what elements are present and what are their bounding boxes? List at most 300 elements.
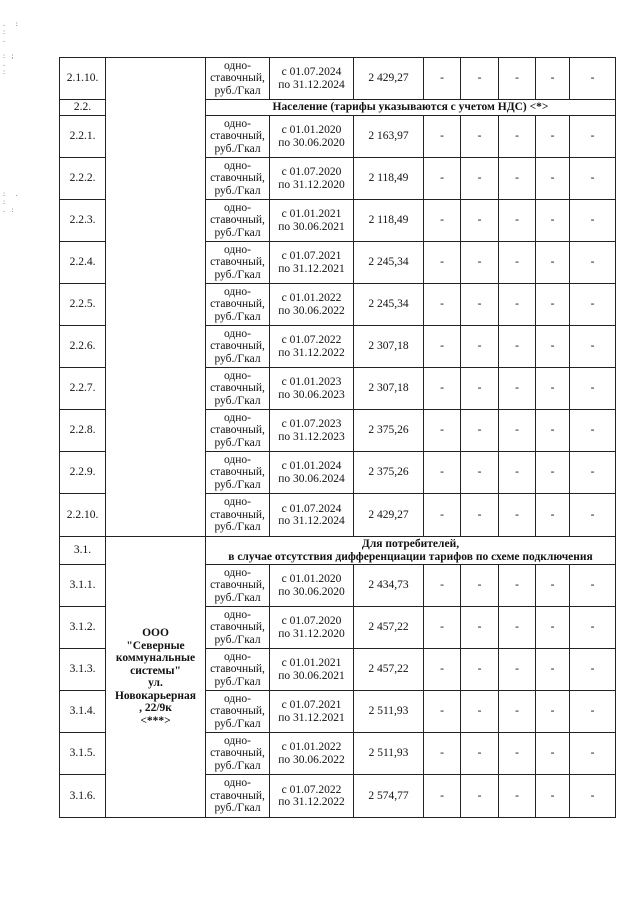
empty-value-cell — [424, 733, 461, 775]
empty-value-cell — [499, 494, 536, 537]
empty-value-cell — [570, 242, 616, 284]
empty-value-cell — [570, 494, 616, 537]
unit-cell — [206, 116, 270, 158]
empty-value-dash: - — [515, 382, 519, 395]
empty-value-dash: - — [515, 621, 519, 634]
empty-value-dash: - — [550, 747, 555, 760]
empty-value-dash: - — [590, 214, 595, 227]
price-value: 2 307,18 — [368, 382, 409, 395]
empty-value-cell — [461, 565, 499, 607]
empty-value-cell — [461, 733, 499, 775]
empty-value-cell — [536, 607, 570, 649]
unit-cell-line: ставочный, — [210, 705, 265, 718]
price-cell — [354, 242, 424, 284]
unit-cell-line: руб./Гкал — [214, 394, 261, 407]
empty-value-cell — [461, 200, 499, 242]
unit-cell — [206, 649, 270, 691]
empty-value-cell — [424, 565, 461, 607]
empty-value-cell — [424, 158, 461, 200]
empty-value-dash: - — [477, 747, 482, 760]
unit-cell-line: одно- — [223, 159, 251, 172]
empty-value-dash: - — [550, 705, 555, 718]
row-number — [60, 775, 106, 818]
price-cell — [354, 326, 424, 368]
price-value: 2 434,73 — [368, 579, 409, 592]
price-value: 2 163,97 — [368, 130, 409, 143]
org-name-line: коммунальные — [115, 652, 196, 664]
empty-value-dash: - — [515, 298, 519, 311]
org-name-cell — [106, 537, 206, 818]
price-value: 2 245,34 — [368, 298, 409, 311]
unit-cell-line: одно- — [223, 692, 251, 705]
empty-value-dash: - — [590, 621, 595, 634]
period-cell — [270, 410, 354, 452]
price-value: 2 245,34 — [368, 256, 409, 269]
empty-value-cell — [461, 775, 499, 818]
unit-cell-line: одно- — [223, 327, 251, 340]
empty-value-cell — [499, 733, 536, 775]
unit-cell-line: руб./Гкал — [214, 521, 261, 534]
unit-cell-line: ставочный, — [210, 340, 265, 353]
unit-cell-line: ставочный, — [210, 172, 265, 185]
empty-value-cell — [536, 284, 570, 326]
empty-value-cell — [499, 607, 536, 649]
org-name-line: <***> — [140, 714, 171, 727]
period-cell-line: с 01.01.2021 — [281, 208, 342, 220]
empty-value-dash: - — [477, 172, 482, 185]
tariff-table — [59, 57, 616, 818]
unit-cell-line: одно- — [223, 243, 251, 256]
empty-value-cell — [570, 58, 616, 100]
empty-value-dash: - — [550, 663, 555, 676]
price-value: 2 457,22 — [368, 663, 409, 676]
period-cell-line: с 01.07.2020 — [281, 166, 342, 178]
period-cell — [270, 284, 354, 326]
empty-value-cell — [424, 775, 461, 818]
unit-cell-line: руб./Гкал — [214, 591, 261, 604]
period-cell — [270, 607, 354, 649]
unit-cell-line: ставочный, — [210, 72, 265, 85]
empty-value-cell — [461, 242, 499, 284]
section-title-line: Население (тарифы указываются с учетом НДС) <*> — [272, 101, 549, 114]
empty-value-cell — [461, 284, 499, 326]
empty-value-dash: - — [477, 72, 482, 85]
empty-value-dash: - — [477, 789, 482, 802]
empty-value-dash: - — [550, 172, 555, 185]
unit-cell-line: одно- — [223, 777, 251, 790]
period-cell-line: по 30.06.2024 — [278, 472, 345, 485]
row-number — [60, 116, 106, 158]
empty-value-dash: - — [515, 72, 519, 85]
empty-value-cell — [424, 116, 461, 158]
empty-value-cell — [424, 200, 461, 242]
price-cell — [354, 368, 424, 410]
unit-cell — [206, 565, 270, 607]
scan-noise-mid: : . : . : — [2, 190, 19, 214]
empty-value-dash: - — [550, 621, 555, 634]
period-cell-line: по 30.06.2021 — [278, 669, 345, 682]
unit-cell-line: одно- — [223, 734, 251, 747]
row-number — [60, 200, 106, 242]
price-cell — [354, 733, 424, 775]
empty-value-cell — [461, 494, 499, 537]
empty-value-dash: - — [477, 424, 482, 437]
unit-cell-line: руб./Гкал — [214, 142, 261, 155]
period-cell — [270, 494, 354, 537]
empty-value-dash: - — [590, 130, 595, 143]
section-title-line: в случае отсутствия дифференциации тарифов по схеме подключения — [228, 550, 593, 563]
org-name-line: системы" — [130, 664, 181, 677]
empty-value-cell — [499, 284, 536, 326]
unit-cell-line: руб./Гкал — [214, 226, 261, 239]
row-number-text: 2.2.9. — [69, 466, 96, 479]
price-value: 2 574,77 — [368, 789, 409, 802]
empty-value-dash: - — [440, 466, 444, 479]
empty-value-dash: - — [477, 621, 482, 634]
empty-value-dash: - — [440, 621, 444, 634]
price-value: 2 118,49 — [368, 172, 409, 185]
empty-value-cell — [536, 368, 570, 410]
unit-cell — [206, 775, 270, 818]
empty-value-cell — [570, 284, 616, 326]
price-cell — [354, 494, 424, 537]
price-value: 2 429,27 — [368, 508, 409, 521]
empty-value-cell — [499, 200, 536, 242]
unit-cell-line: руб./Гкал — [214, 310, 261, 323]
unit-cell — [206, 368, 270, 410]
unit-cell — [206, 494, 270, 537]
empty-value-dash: - — [477, 214, 482, 227]
empty-value-dash: - — [515, 172, 519, 185]
empty-value-dash: - — [590, 340, 595, 353]
empty-value-cell — [536, 58, 570, 100]
unit-cell-line: руб./Гкал — [214, 184, 261, 197]
unit-cell-line: ставочный, — [210, 663, 265, 676]
empty-value-cell — [536, 775, 570, 818]
empty-value-cell — [570, 775, 616, 818]
empty-value-cell — [536, 452, 570, 494]
empty-value-cell — [536, 565, 570, 607]
row-number — [60, 100, 106, 116]
empty-value-dash: - — [440, 130, 444, 143]
empty-value-cell — [536, 158, 570, 200]
row-number-text: 2.2.1. — [69, 130, 96, 143]
unit-cell-line: руб./Гкал — [214, 478, 261, 491]
unit-cell-line: одно- — [223, 369, 251, 382]
empty-value-dash: - — [590, 424, 595, 437]
empty-value-cell — [570, 410, 616, 452]
unit-cell — [206, 284, 270, 326]
period-cell-line: по 30.06.2020 — [278, 136, 345, 149]
unit-cell-line: ставочный, — [210, 424, 265, 437]
row-number-text: 3.1.1. — [69, 579, 96, 592]
empty-value-cell — [424, 58, 461, 100]
period-cell-line: по 31.12.2021 — [278, 711, 345, 724]
empty-value-cell — [499, 242, 536, 284]
empty-value-cell — [570, 158, 616, 200]
period-cell-line: с 01.07.2022 — [281, 334, 342, 346]
period-cell — [270, 242, 354, 284]
empty-value-dash: - — [515, 424, 519, 437]
unit-cell-line: ставочный, — [210, 382, 265, 395]
period-cell-line: с 01.07.2022 — [281, 783, 342, 796]
period-cell-line: по 31.12.2024 — [278, 515, 345, 527]
org-name-line: ул. — [148, 677, 163, 689]
period-cell — [270, 649, 354, 691]
unit-cell — [206, 58, 270, 100]
unit-cell-line: одно- — [223, 117, 251, 130]
price-value: 2 118,49 — [368, 214, 409, 227]
empty-value-cell — [461, 58, 499, 100]
period-cell-line: по 30.06.2022 — [278, 304, 345, 317]
price-value: 2 429,27 — [368, 72, 409, 85]
empty-value-cell — [570, 200, 616, 242]
empty-value-cell — [570, 649, 616, 691]
empty-value-cell — [570, 326, 616, 368]
empty-value-cell — [461, 649, 499, 691]
row-number-text: 2.2.7. — [69, 382, 96, 395]
empty-value-dash: - — [477, 340, 482, 353]
empty-value-dash: - — [440, 340, 444, 353]
empty-value-dash: - — [515, 340, 519, 353]
unit-cell-line: одно- — [223, 650, 251, 663]
unit-cell-line: руб./Гкал — [214, 717, 261, 730]
price-cell — [354, 116, 424, 158]
empty-value-dash: - — [515, 663, 519, 676]
row-number — [60, 537, 106, 565]
unit-cell-line: руб./Гкал — [214, 436, 261, 449]
empty-value-cell — [424, 326, 461, 368]
period-cell-line: по 31.12.2021 — [278, 262, 345, 275]
empty-value-dash: - — [515, 508, 519, 521]
empty-value-dash: - — [440, 508, 444, 521]
empty-value-dash: - — [477, 705, 482, 718]
org-name-line: "Северные — [126, 639, 185, 652]
empty-value-dash: - — [550, 256, 555, 269]
empty-value-dash: - — [440, 747, 444, 760]
empty-value-dash: - — [590, 72, 595, 85]
period-cell — [270, 452, 354, 494]
price-value: 2 511,93 — [368, 705, 409, 718]
row-number-text: 2.2.2. — [69, 172, 96, 185]
empty-value-dash: - — [440, 72, 444, 85]
empty-value-dash: - — [440, 579, 444, 592]
empty-value-dash: - — [550, 298, 555, 311]
empty-value-cell — [461, 691, 499, 733]
row-number — [60, 565, 106, 607]
section-title — [206, 100, 616, 116]
unit-cell-line: ставочный, — [210, 789, 265, 802]
row-number — [60, 284, 106, 326]
empty-value-cell — [570, 368, 616, 410]
org-cell-empty — [106, 58, 206, 537]
empty-value-dash: - — [440, 663, 444, 676]
empty-value-dash: - — [515, 256, 519, 269]
period-cell — [270, 116, 354, 158]
period-cell — [270, 326, 354, 368]
period-cell-line: с 01.07.2020 — [281, 615, 342, 627]
empty-value-cell — [424, 494, 461, 537]
empty-value-dash: - — [515, 747, 519, 760]
empty-value-dash: - — [477, 298, 482, 311]
empty-value-cell — [536, 200, 570, 242]
empty-value-cell — [461, 607, 499, 649]
row-number — [60, 242, 106, 284]
empty-value-dash: - — [440, 172, 444, 185]
empty-value-cell — [536, 116, 570, 158]
period-cell-line: с 01.01.2021 — [281, 657, 342, 669]
row-number — [60, 58, 106, 100]
unit-cell-line: одно- — [223, 411, 251, 424]
empty-value-cell — [461, 116, 499, 158]
empty-value-dash: - — [590, 172, 595, 185]
empty-value-cell — [424, 368, 461, 410]
period-cell-line: по 31.12.2022 — [278, 796, 345, 808]
empty-value-dash: - — [590, 747, 595, 760]
empty-value-dash: - — [477, 130, 482, 143]
empty-value-cell — [536, 242, 570, 284]
row-number — [60, 494, 106, 537]
unit-cell-line: руб./Гкал — [214, 759, 261, 772]
empty-value-dash: - — [550, 789, 555, 802]
unit-cell-line: одно- — [223, 59, 251, 72]
unit-cell-line: одно- — [223, 608, 251, 621]
row-number — [60, 368, 106, 410]
unit-cell — [206, 410, 270, 452]
empty-value-dash: - — [440, 256, 444, 269]
period-cell-line: по 31.12.2022 — [278, 346, 345, 359]
org-name-line: ООО — [142, 627, 169, 639]
price-value: 2 375,26 — [368, 466, 409, 479]
period-cell-line: с 01.01.2022 — [281, 741, 342, 753]
period-cell-line: по 31.12.2023 — [278, 430, 345, 443]
period-cell-line: с 01.01.2020 — [281, 124, 342, 136]
empty-value-cell — [536, 691, 570, 733]
empty-value-dash: - — [477, 466, 482, 479]
unit-cell — [206, 200, 270, 242]
unit-cell-line: одно- — [223, 285, 251, 298]
empty-value-dash: - — [590, 298, 595, 311]
empty-value-dash: - — [590, 789, 595, 802]
row-number-text: 2.2.5. — [69, 298, 96, 311]
empty-value-dash: - — [440, 298, 444, 311]
empty-value-dash: - — [550, 72, 555, 85]
empty-value-dash: - — [550, 130, 555, 143]
price-value: 2 375,26 — [368, 424, 409, 437]
empty-value-dash: - — [550, 382, 555, 395]
row-number-text: 2.2.3. — [69, 214, 96, 227]
empty-value-cell — [499, 58, 536, 100]
period-cell — [270, 691, 354, 733]
period-cell-line: по 31.12.2024 — [278, 78, 345, 91]
period-cell — [270, 733, 354, 775]
period-cell — [270, 565, 354, 607]
row-number — [60, 158, 106, 200]
price-cell — [354, 58, 424, 100]
empty-value-cell — [570, 691, 616, 733]
period-cell-line: с 01.07.2024 — [281, 66, 342, 78]
unit-cell-line: ставочный, — [210, 621, 265, 634]
empty-value-dash: - — [550, 214, 555, 227]
period-cell-line: с 01.01.2024 — [281, 460, 342, 472]
period-cell-line: по 30.06.2023 — [278, 388, 345, 401]
period-cell-line: с 01.01.2022 — [281, 292, 342, 304]
empty-value-dash: - — [515, 466, 519, 479]
period-cell-line: по 30.06.2021 — [278, 220, 345, 233]
price-cell — [354, 691, 424, 733]
row-number — [60, 649, 106, 691]
price-value: 2 307,18 — [368, 340, 409, 353]
empty-value-dash: - — [590, 579, 595, 592]
table-row — [60, 58, 616, 100]
unit-cell-line: ставочный, — [210, 508, 265, 521]
empty-value-dash: - — [590, 256, 595, 269]
row-number-text: 2.2. — [73, 101, 92, 114]
unit-cell-line: ставочный, — [210, 747, 265, 760]
price-value: 2 457,22 — [368, 621, 409, 634]
row-number-text: 2.2.6. — [69, 340, 96, 353]
unit-cell-line: ставочный, — [210, 256, 265, 269]
empty-value-dash: - — [515, 579, 519, 592]
price-cell — [354, 649, 424, 691]
period-cell — [270, 58, 354, 100]
empty-value-cell — [499, 649, 536, 691]
empty-value-cell — [499, 775, 536, 818]
row-number — [60, 733, 106, 775]
unit-cell-line: ставочный, — [210, 130, 265, 143]
unit-cell-line: одно- — [223, 201, 251, 214]
empty-value-dash: - — [590, 508, 595, 521]
empty-value-cell — [570, 733, 616, 775]
empty-value-cell — [570, 565, 616, 607]
period-cell — [270, 158, 354, 200]
org-name-line: , 22/9к — [139, 702, 172, 714]
price-cell — [354, 410, 424, 452]
unit-cell — [206, 158, 270, 200]
empty-value-cell — [461, 368, 499, 410]
empty-value-dash: - — [515, 789, 519, 802]
period-cell-line: с 01.07.2023 — [281, 418, 342, 430]
unit-cell-line: руб./Гкал — [214, 633, 261, 646]
empty-value-dash: - — [477, 663, 482, 676]
empty-value-cell — [424, 607, 461, 649]
period-cell-line: с 01.07.2021 — [281, 250, 342, 262]
period-cell-line: с 01.07.2024 — [281, 502, 342, 515]
unit-cell — [206, 452, 270, 494]
row-number-text: 3.1.3. — [69, 663, 96, 676]
empty-value-dash: - — [550, 424, 555, 437]
empty-value-cell — [424, 452, 461, 494]
period-cell-line: по 30.06.2020 — [278, 585, 345, 598]
empty-value-dash: - — [515, 214, 519, 227]
empty-value-cell — [424, 242, 461, 284]
scan-noise-top: . : : . : ; . : — [2, 20, 19, 76]
price-cell — [354, 565, 424, 607]
row-number-text: 3.1. — [73, 544, 92, 557]
period-cell-line: с 01.01.2023 — [281, 376, 342, 388]
empty-value-cell — [461, 452, 499, 494]
empty-value-cell — [424, 284, 461, 326]
empty-value-dash: - — [477, 382, 482, 395]
row-number-text: 2.2.10. — [66, 508, 99, 521]
empty-value-cell — [570, 116, 616, 158]
empty-value-dash: - — [550, 466, 555, 479]
unit-cell-line: одно- — [223, 453, 251, 466]
price-cell — [354, 607, 424, 649]
price-cell — [354, 775, 424, 818]
row-number-text: 2.1.10. — [66, 72, 99, 85]
empty-value-cell — [461, 410, 499, 452]
